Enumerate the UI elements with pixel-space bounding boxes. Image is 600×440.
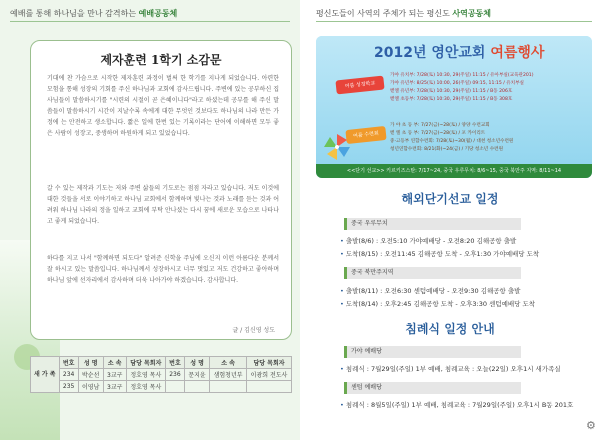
table-cell: 234 bbox=[59, 369, 78, 381]
baptism-item-text: 침례식 : 8월5일(주일) 1부 예배, 침례교육 : 7월29일(주일) 오후1시 B동 201호 bbox=[345, 401, 574, 409]
short-mission-footer: <<단기 선교>> 키르키즈스탄: 7/17~24, 중국 우루무치: 8/6~15, 중국 북만주 지역: 8/11~14 bbox=[316, 164, 592, 178]
table-row bbox=[31, 369, 292, 381]
gear-icon[interactable]: ⚙ bbox=[586, 419, 596, 432]
testimony-paragraph: 기대에 찬 가슴으로 시작한 제자훈련 과정이 벌써 한 학기를 지나게 되었습니다. 아련한 모험을 통해 성장의 기회를 주신 하나님과 교회에 감사드립니다. 주변에 있는 공부하신 집사님들이 말씀하시기를 "시련의 시절이 곧 은혜이니다"라고 하셨는데 공부를 해 주신 말씀들이 말씀하시기 시간이 지날수록 속에게 대한 무엇인 것보다도 하나님의 나라 만든 가정에 는 안전하고 생소합니다. 짧은 일에 한번 있는 기록이라는 단어에 이해하면 모두 좋은 사람이 성장고, 중생하며 하원하게 되고 있었습니다. bbox=[47, 75, 279, 137]
bullet-icon: • bbox=[340, 250, 344, 258]
testimony-signature: 글 / 김신영 성도 bbox=[232, 327, 275, 334]
right-page bbox=[300, 0, 600, 440]
right-header bbox=[316, 8, 491, 19]
schedule-line: 가야 유치부: 7/28(토) 10:30, 29(주일) 11:15 / 유아부실(교육관201) bbox=[390, 73, 534, 78]
mission-item-text: 도착(8/14) : 오후2:45 김해공항 도착 - 오후3:30 센텀예배당 도착 bbox=[345, 300, 536, 308]
pinwheel-icon bbox=[322, 132, 352, 162]
table-cell: 정호영 목사 bbox=[126, 381, 165, 393]
table-cell: 문지윤 bbox=[185, 369, 210, 381]
vbs-ribbon: 여름 성경학교 bbox=[335, 76, 384, 95]
bullet-icon: • bbox=[340, 237, 344, 245]
schedule-line: 청년연합수련회: 8/21(화)~24(금) / 기당 청소년 수련원 bbox=[390, 147, 504, 152]
vbs-schedule bbox=[390, 72, 586, 104]
schedule-line: 가 야 초 등 부: 7/27(금)~28(토) / 양양 수련교회 bbox=[390, 123, 490, 128]
left-header-rule bbox=[10, 21, 290, 22]
table-cell: 박순선 bbox=[78, 369, 103, 381]
table-cell bbox=[165, 381, 184, 393]
retreat-ribbon: 여름 수련회 bbox=[345, 126, 386, 144]
table-cell: 3교구 bbox=[103, 381, 126, 393]
table-cell: 236 bbox=[165, 369, 184, 381]
schedule-line: 중·고등부 연합수련회: 7/28(토)~30(월) / 대천 청소년수련원 bbox=[390, 139, 514, 144]
mission-item bbox=[340, 249, 539, 258]
table-cell: 샘험청년부 bbox=[210, 369, 247, 381]
table-cell: 이광희 전도사 bbox=[247, 369, 292, 381]
baptism-title: 침례식 일정 안내 bbox=[405, 322, 495, 336]
schedule-line: 벧엘 초등부: 7/28(토) 10:30, 29(주일) 11:15 / B동 308호 bbox=[390, 97, 513, 102]
testimony-paragraph: 갈 수 있는 제작과 기도는 저와 주변 삶들의 기도로는 점점 자라고 있습니다. 저도 이것에 대한 것들을 서로 이야기하고 하나님 교회에서 함께하며 빛나는 것과 노래를 듣는 것과 어려워 하나님 나라의 정을 일하고 교회에 부탁 안나셨는 다시 꿈에 새로운 모습으로 나타나고 좋게 되었습니다. bbox=[47, 185, 279, 225]
table-cell bbox=[210, 381, 247, 393]
table-cell: 3교구 bbox=[103, 369, 126, 381]
right-header-rule bbox=[316, 21, 592, 22]
testimony-card bbox=[30, 40, 292, 340]
table-row bbox=[31, 381, 292, 393]
new-member-table bbox=[30, 356, 292, 393]
mission-item bbox=[340, 299, 535, 308]
banner-title-accent: 여름행사 bbox=[490, 45, 545, 61]
table-cell: 정호영 목사 bbox=[126, 369, 165, 381]
left-header-prefix: 예배를 통해 하나님을 만나 감격하는 bbox=[10, 9, 137, 18]
column-header: 담당 목회자 bbox=[247, 357, 292, 369]
mission-group-label: 중국 북만주지역 bbox=[344, 267, 521, 279]
bullet-icon: • bbox=[340, 365, 344, 373]
schedule-line: 벧엘 유년부: 7/28(토) 10:30, 29(주일) 11:15 / B동 206호 bbox=[390, 89, 513, 94]
new-member-label: 새 가 족 bbox=[31, 357, 60, 393]
summer-events-banner bbox=[316, 36, 592, 178]
schedule-line: 가야 유년부: 8/25(토) 10:00, 26(주일) 09:15, 11:15 / 유치부실 bbox=[390, 81, 524, 86]
retreat-schedule bbox=[390, 122, 586, 154]
column-header: 성 명 bbox=[78, 357, 103, 369]
column-header: 성 명 bbox=[185, 357, 210, 369]
table-header-row bbox=[31, 357, 292, 369]
mission-item bbox=[340, 236, 516, 245]
table-cell: 이영남 bbox=[78, 381, 103, 393]
right-header-prefix: 평신도들이 사역의 주체가 되는 평신도 bbox=[316, 9, 450, 18]
left-header bbox=[10, 8, 177, 19]
table-cell bbox=[185, 381, 210, 393]
baptism-group-label: 가야 예배당 bbox=[344, 346, 521, 358]
baptism-item bbox=[340, 364, 561, 373]
column-header: 번호 bbox=[59, 357, 78, 369]
left-header-highlight: 예배공동체 bbox=[138, 9, 178, 18]
table-cell bbox=[247, 381, 292, 393]
mission-item-text: 출발(8/6) : 오전5:10 가야예배당 - 오전8:20 김해공항 출발 bbox=[345, 237, 517, 245]
bullet-icon: • bbox=[340, 401, 344, 409]
mission-item-text: 출발(8/11) : 오전6:30 센텀예배당 - 오전9:30 김해공항 출발 bbox=[345, 287, 521, 295]
banner-title-prefix: 2012년 영안교회 bbox=[374, 45, 486, 61]
column-header: 담당 목회자 bbox=[126, 357, 165, 369]
column-header: 소 속 bbox=[210, 357, 247, 369]
mission-item-text: 도착(8/15) : 오전11:45 김해공항 도착 - 오후1:30 가야예배당 도착 bbox=[345, 250, 540, 258]
right-header-highlight: 사역공동체 bbox=[452, 9, 492, 18]
table-cell: 235 bbox=[59, 381, 78, 393]
testimony-title: 제자훈련 1학기 소감문 bbox=[100, 53, 222, 67]
testimony-paragraph: 하다를 지고 나서 "함께하면 되도다" 알려준 신학을 주님에 오신지 이런 아름다운 분께서 잘 하시고 있는 말씀입니다. 하나님께서 성장하시고 너무 멋있고 저도 건강하고 좋아하며 하나님 앞에 선자리에서 감사하며 더욱 나아가야 하겠습니다. 감사합니다. bbox=[47, 255, 279, 284]
bullet-icon: • bbox=[340, 300, 344, 308]
mission-group-label: 중국 우루무치 bbox=[344, 218, 521, 230]
baptism-item-text: 침례식 : 7월29일(주일) 1부 예배, 침례교육 : 오늘(22일) 오후1시 새가족실 bbox=[345, 365, 561, 373]
baptism-item bbox=[340, 400, 573, 409]
banner-title bbox=[374, 42, 544, 62]
mission-title: 해외단기선교 일정 bbox=[401, 192, 499, 206]
baptism-group-label: 센텀 예배당 bbox=[344, 382, 521, 394]
column-header: 소 속 bbox=[103, 357, 126, 369]
mission-item bbox=[340, 286, 520, 295]
schedule-line: 벧 엘 초 등 부: 7/27(금)~28(토) / 포 카이리트 bbox=[390, 131, 486, 136]
column-header: 번호 bbox=[165, 357, 184, 369]
bullet-icon: • bbox=[340, 287, 344, 295]
